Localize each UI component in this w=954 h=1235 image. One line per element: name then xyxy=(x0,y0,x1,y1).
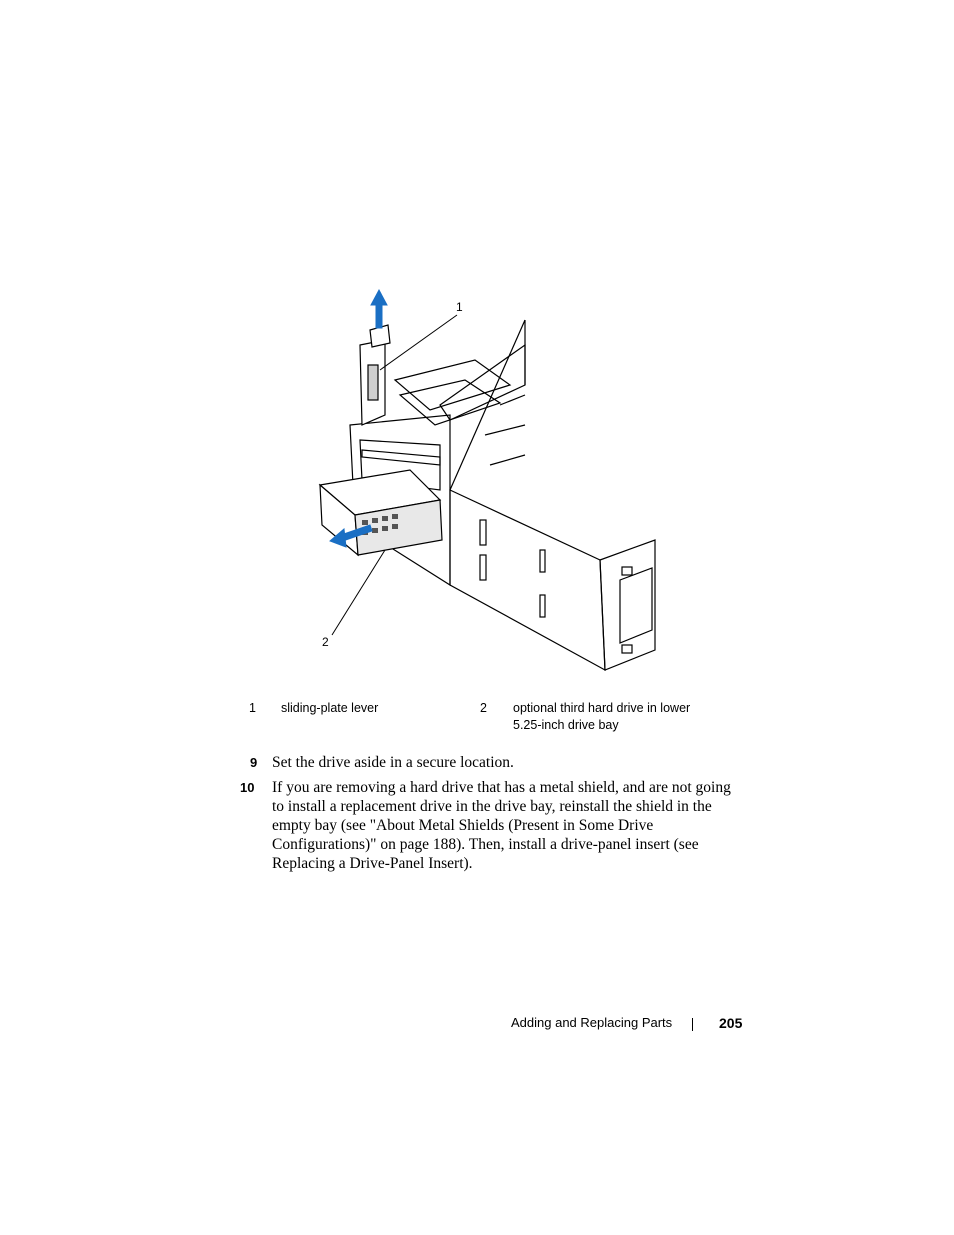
step-number: 9 xyxy=(250,755,258,770)
procedure-steps xyxy=(240,753,740,879)
step-number: 10 xyxy=(240,780,255,795)
step-10 xyxy=(240,778,740,873)
step-text: Set the drive aside in a secure location. xyxy=(272,754,514,771)
step-9 xyxy=(240,753,740,772)
legend-number-1: 1 xyxy=(249,701,256,715)
legend-text-2-line1: optional third hard drive in lower xyxy=(513,701,691,715)
legend-number-2: 2 xyxy=(480,701,487,715)
page-number: 205 xyxy=(719,1015,743,1031)
callout-2: 2 xyxy=(322,635,329,649)
footer-section-title: Adding and Replacing Parts xyxy=(511,1015,673,1030)
legend-text-2-line2: 5.25-inch drive bay xyxy=(513,718,619,732)
legend-text-1: sliding-plate lever xyxy=(281,701,379,715)
step-text: If you are removing a hard drive that has a metal shield, and are not going to install a replacement drive in the drive bay, reinstall the shield in the empty bay (see "About Metal Shields (Present in Some Drive Configurations)" on page 188). Then, install a drive-panel insert (see Replacing a Drive-Panel Insert). xyxy=(272,779,731,872)
callout-1: 1 xyxy=(456,300,463,314)
chassis-illustration xyxy=(300,285,670,680)
footer-separator xyxy=(692,1018,693,1031)
drive-removal-figure xyxy=(300,285,670,680)
